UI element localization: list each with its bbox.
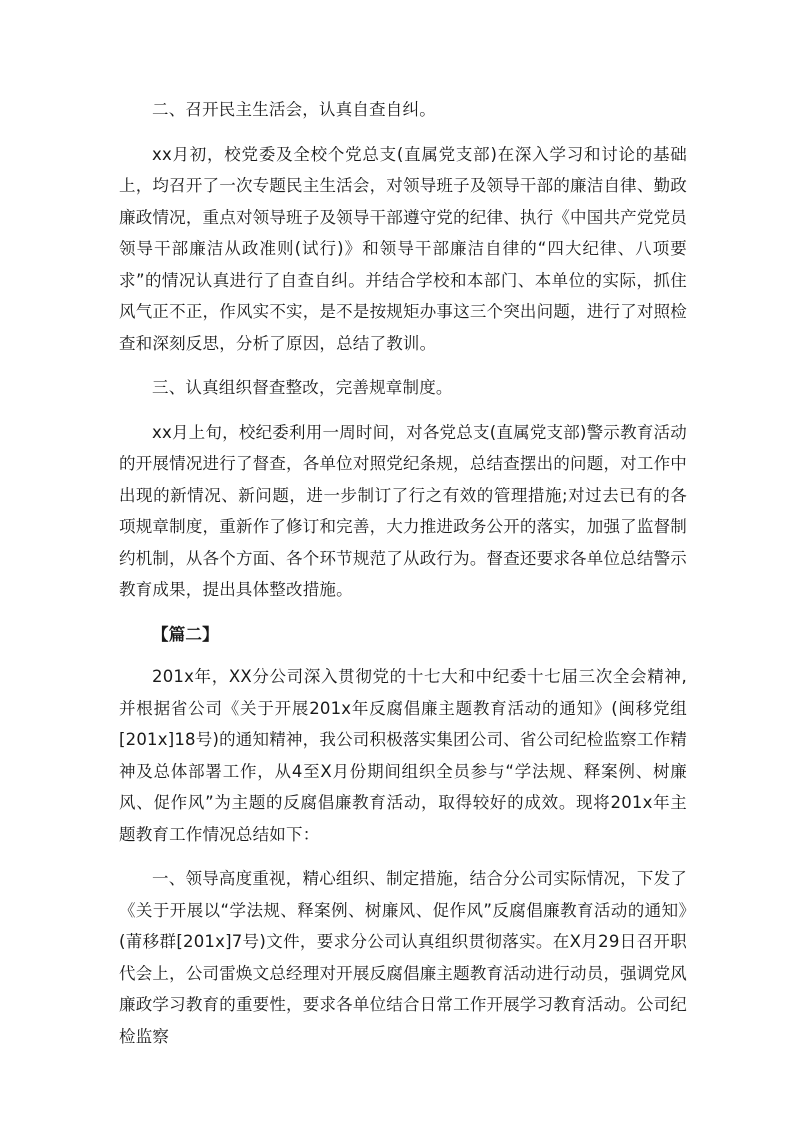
paragraph-leadership-attention: 一、领导高度重视，精心组织、制定措施，结合分公司实际情况，下发了《关于开展以“学法规、释案例、树廉风、促作风”反腐倡廉教育活动的通知》(莆移群[201x]7号)文件，要求分公司认真组织贯彻落实。在X月29日召开职代会上，公司雷焕文总经理对开展反腐倡廉主题教育活动进行动员，强调党风廉政学习教育的重要性，要求各单位结合日常工作开展学习教育活动。公司纪检监察 [119,869,687,1046]
paragraph-branch-overview: 201x年，XX分公司深入贯彻党的十七大和中纪委十七届三次全会精神,并根据省公司《关于开展201x年反腐倡廉主题教育活动的通知》(闽移党组[201x]18号)的通知精神，我公司积极落实集团公司、省公司纪检监察工作精神及总体部署工作，从4至X月份期间组织全员参与“学法规、释案例、树廉风、促作风”为主题的反腐倡廉教育活动，取得较好的成效。现将201x年主题教育工作情况总结如下： [119,667,687,844]
paragraph-self-inspection: xx月初，校党委及全校个党总支(直属党支部)在深入学习和讨论的基础上，均召开了一次专题民主生活会，对领导班子及领导干部的廉洁自律、勤政廉政情况，重点对领导班子及领导干部遵守党的纪律、执行《中国共产党党员领导干部廉洁从政准则(试行)》和领导干部廉洁自律的“四大纪律、八项要求”的情况认真进行了自查自纠。并结合学校和本部门、本单位的实际，抓住风气正不正，作风实不实，是不是按规矩办事这三个突出问题，进行了对照检查和深刻反思，分析了原因，总结了教训。 [119,144,687,353]
paragraph-supervision: xx月上旬，校纪委利用一周时间，对各党总支(直属党支部)警示教育活动的开展情况进行了督查，各单位对照党纪条规，总结查摆出的问题，对工作中出现的新情况、新问题，进一步制订了行之有效的管理措施;对过去已有的各项规章制度，重新作了修订和完善，大力推进政务公开的落实，加强了监督制约机制，从各个方面、各个环节规范了从政行为。督查还要求各单位总结警示教育成果，提出具体整改措施。 [119,422,687,599]
section-title-part-two: 【篇二】 [152,624,219,644]
heading-democratic-life-meeting: 二、召开民主生活会，认真自查自纠。 [152,100,436,119]
heading-supervision-rectification: 三、认真组织督查整改，完善规章制度。 [152,378,453,397]
document-body [119,94,687,1065]
